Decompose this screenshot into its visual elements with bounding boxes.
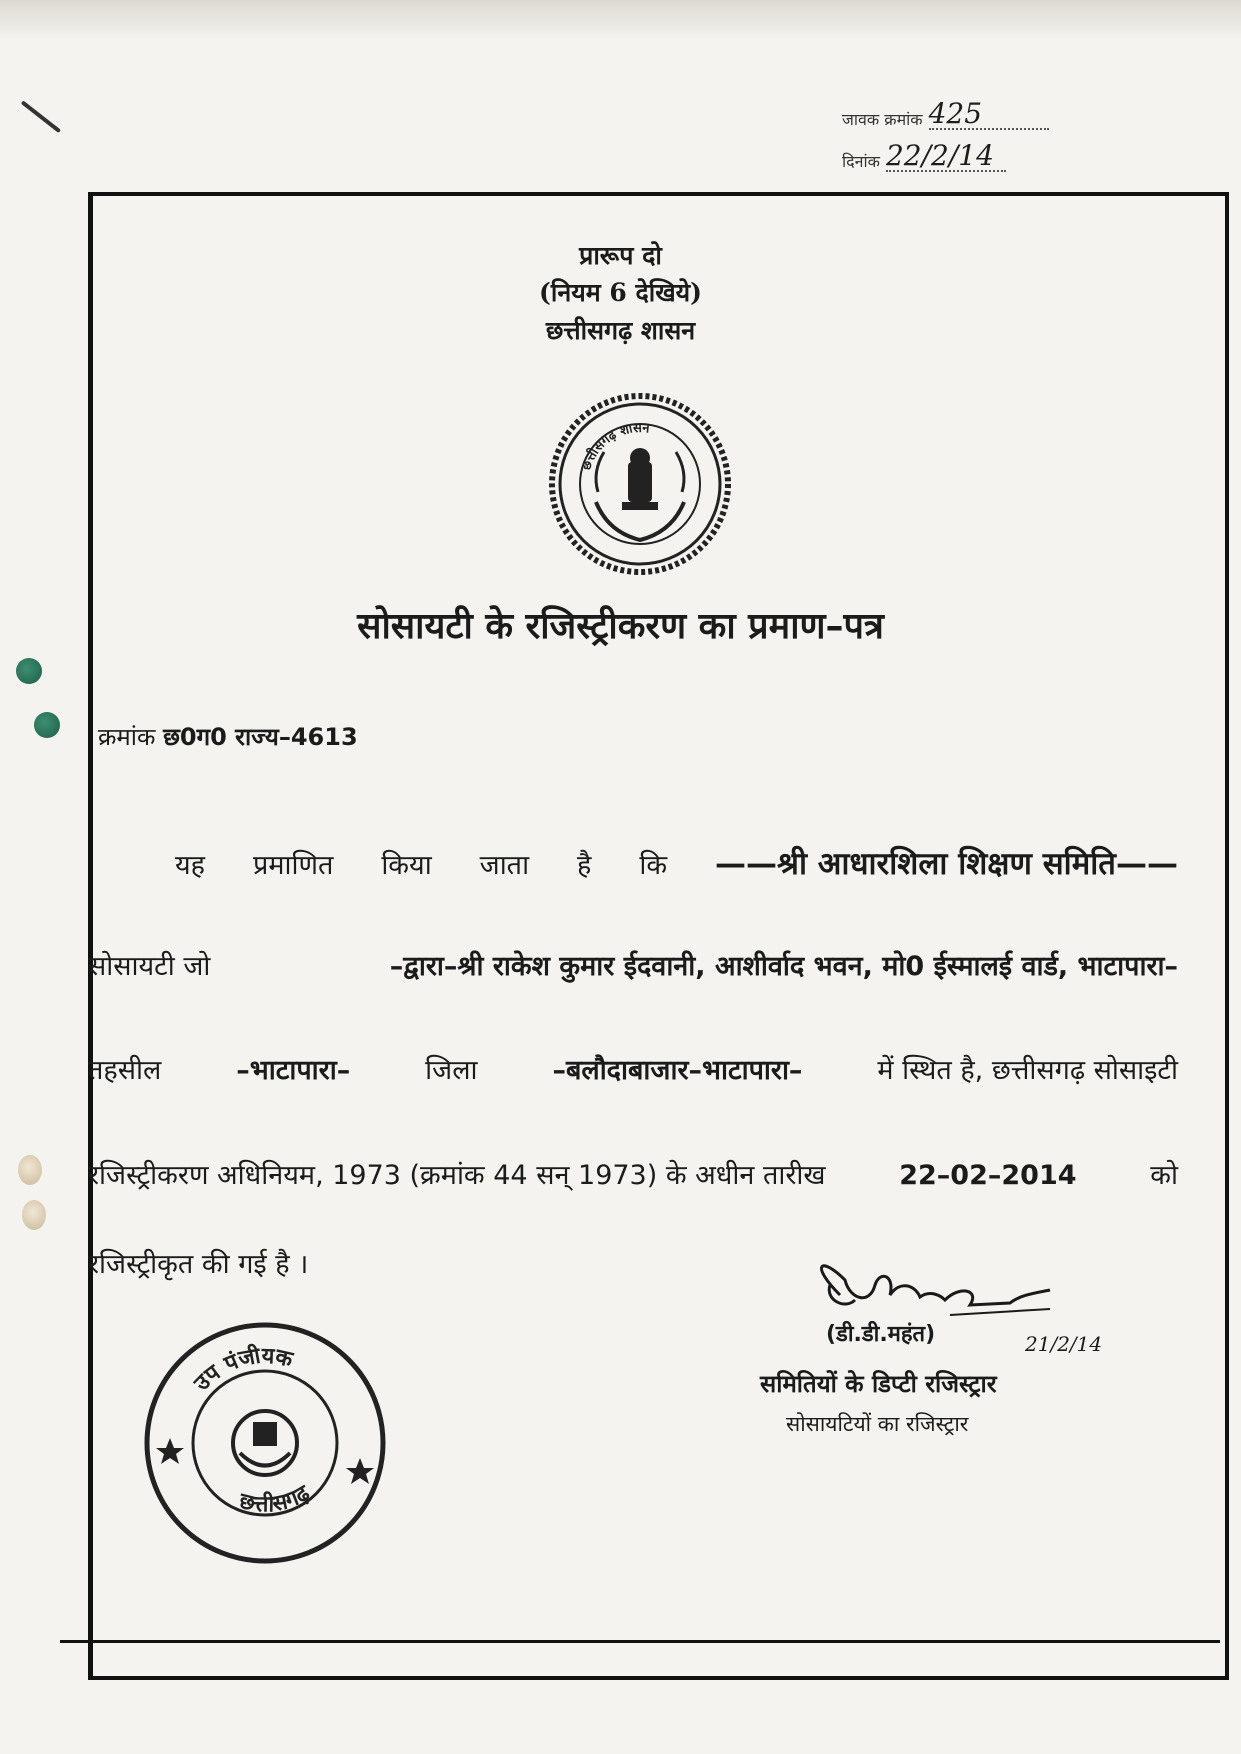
body-word: किया: [381, 850, 432, 881]
society-address: –द्वारा–श्री राकेश कुमार ईदवानी, आशीर्वाद भवन, मो0 ईस्मालई वार्ड, भाटापारा–: [389, 951, 1178, 982]
deputy-registrar-seal: [140, 1318, 390, 1572]
act-reference: रजिस्ट्रीकरण अधिनियम, 1973 (क्रमांक 44 सन् 1973) के अधीन तारीख: [88, 1160, 826, 1191]
seal-bottom-text: छत्तीसगढ़: [236, 1480, 315, 1518]
ashoka-lions-icon: [622, 448, 658, 510]
government-name: छत्तीसगढ़ शासन: [545, 316, 696, 345]
dispatch-date-value: 22/2/14: [886, 142, 1006, 172]
dispatch-stamp: [842, 88, 1049, 172]
dispatch-number-row: [842, 88, 1049, 130]
registration-number-label: क्रमांक: [98, 723, 156, 751]
signatory-name: (डी.डी.महंत): [826, 1322, 936, 1347]
body-text: सोसायटी जो: [88, 951, 211, 982]
registration-number-value: छ0ग0 राज्य–4613: [163, 723, 358, 751]
dispatch-number-label: जावक क्रमांक: [842, 110, 923, 129]
body-word: कि: [639, 850, 668, 881]
pen-mark: [21, 100, 61, 133]
form-name: प्रारूप दो: [579, 241, 662, 270]
certificate-bottom-rule: [60, 1640, 1220, 1643]
dispatch-date-label: दिनांक: [842, 152, 880, 171]
body-line-1: [175, 842, 1178, 884]
body-text: को: [1150, 1160, 1178, 1191]
dispatch-date-row: [842, 130, 1049, 172]
punch-hole: [18, 1155, 42, 1185]
tehsil-value: –भाटापारा–: [236, 1055, 351, 1086]
scan-top-shadow: [0, 0, 1241, 40]
registration-number: [98, 720, 358, 753]
district-value: –बलौदाबाजार–भाटापारा–: [552, 1055, 803, 1086]
body-line-2: [88, 946, 1178, 983]
punch-hole-mark: [16, 658, 42, 684]
emblem-icon: [233, 1411, 297, 1475]
district-label: जिला: [425, 1055, 478, 1086]
svg-text:उप पंजीयक: [189, 1341, 296, 1396]
signatory-title: समितियों के डिप्टी रजिस्ट्रार: [760, 1370, 997, 1398]
body-line-4: [88, 1155, 1178, 1192]
signatory-subtitle: सोसायटियों का रजिस्ट्रार: [786, 1412, 969, 1436]
body-word: जाता: [479, 850, 530, 881]
body-line-3: [88, 1050, 1178, 1087]
emblem-text: छत्तीसगढ़ शासन: [579, 420, 651, 473]
punch-hole: [22, 1200, 46, 1230]
body-word: प्रमाणित: [252, 850, 334, 881]
government-emblem-seal: [548, 392, 732, 580]
society-name: ——श्री आधारशिला शिक्षण समिति——: [715, 846, 1178, 882]
punch-hole-mark: [34, 712, 60, 738]
tehsil-label: तहसील: [88, 1055, 162, 1086]
signature-date: 21/2/14: [1025, 1332, 1103, 1356]
registration-date: 22–02–2014: [899, 1160, 1077, 1191]
rule-reference: (नियम 6 देखिये): [539, 278, 702, 307]
dispatch-number-value: 425: [929, 100, 1049, 130]
body-line-5: [88, 1244, 308, 1281]
seal-top-text: उप पंजीयक: [189, 1343, 295, 1397]
certificate-title: सोसायटी के रजिस्ट्रीकरण का प्रमाण–पत्र: [357, 606, 884, 647]
body-word: यह: [175, 850, 205, 881]
body-word: है: [577, 850, 592, 881]
body-text: में स्थित है, छत्तीसगढ़ सोसाइटी: [877, 1055, 1178, 1086]
body-text: रजिस्ट्रीकृत की गई है ।: [88, 1249, 309, 1280]
svg-text:छत्तीसगढ़: [236, 1480, 316, 1518]
